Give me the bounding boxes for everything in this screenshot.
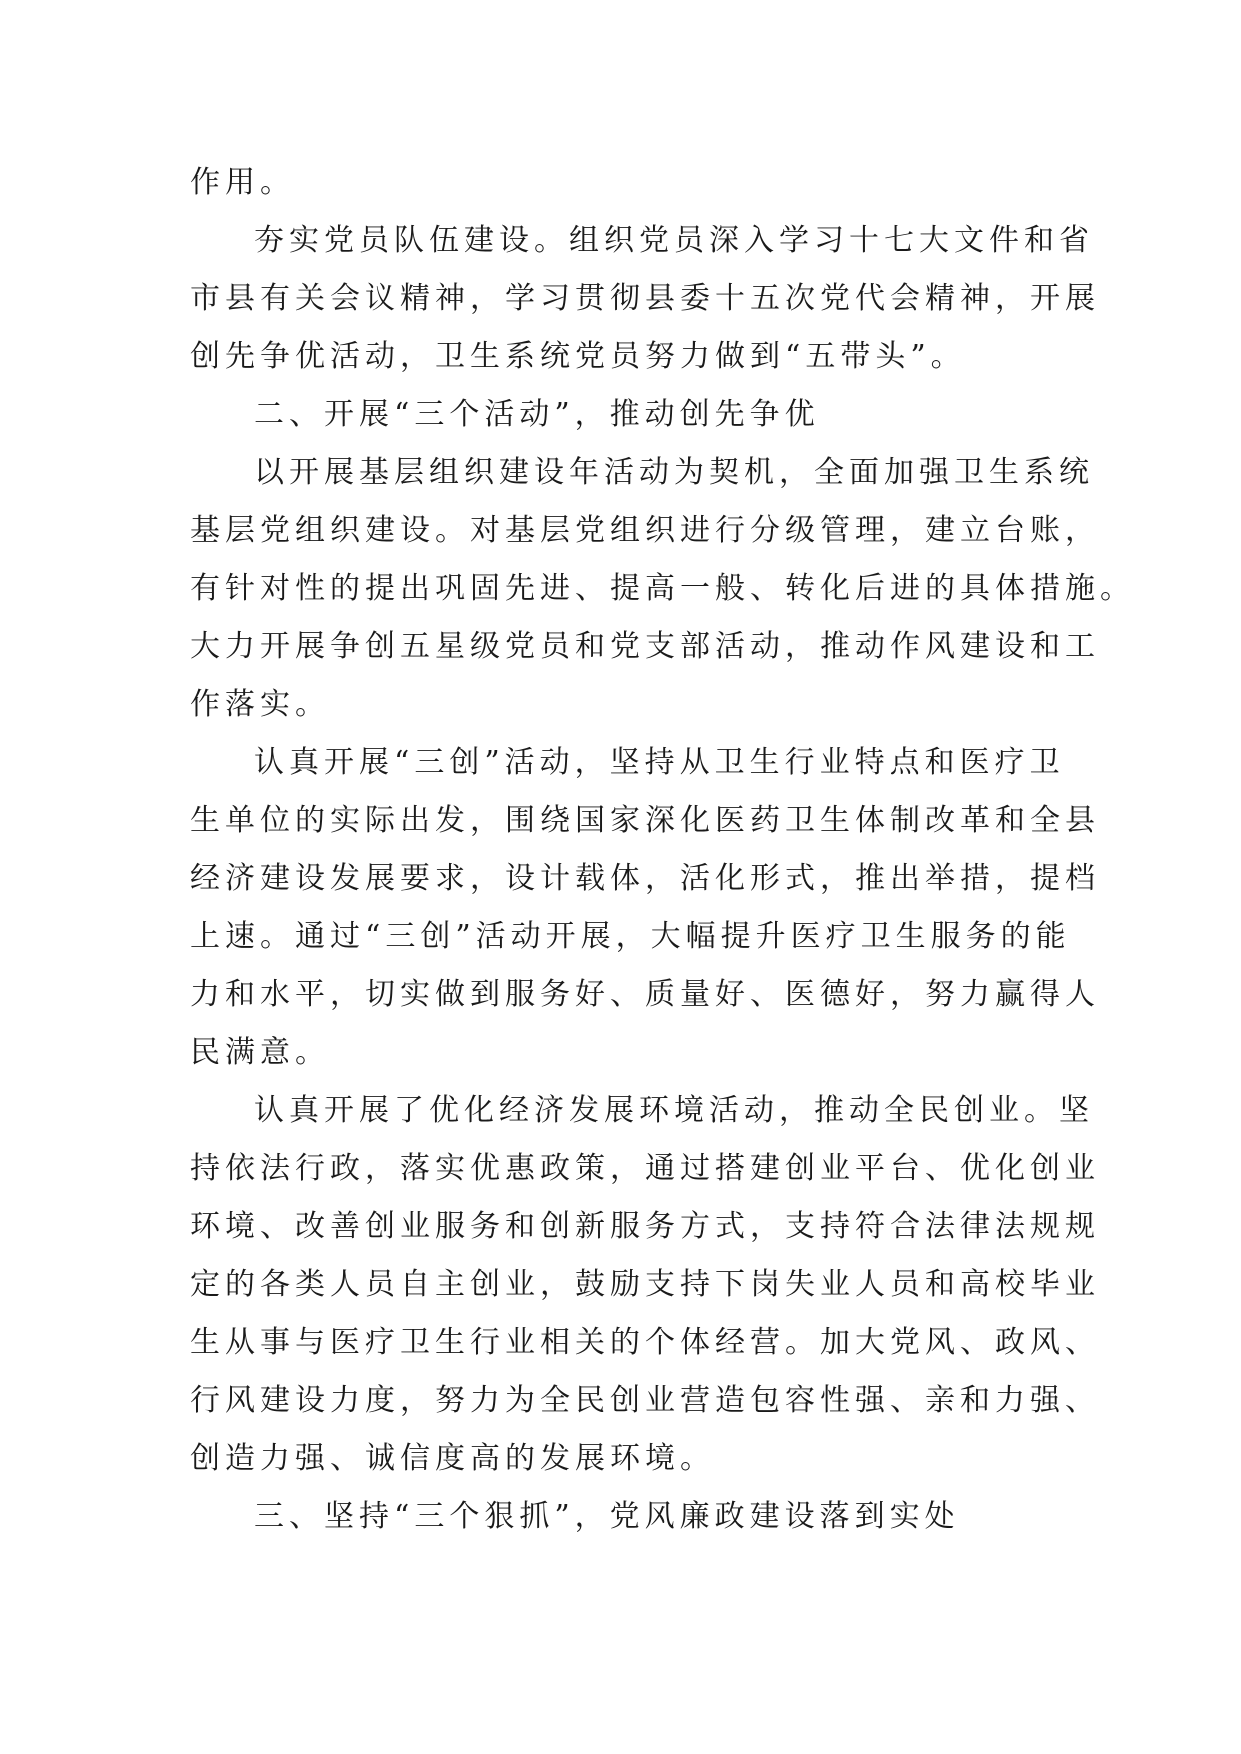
- paragraph-line: 民满意。: [190, 1035, 330, 1070]
- paragraph-line: 生单位的实际出发，围绕国家深化医药卫生体制改革和全县: [190, 803, 1100, 838]
- paragraph-line: 以开展基层组织建设年活动为契机，全面加强卫生系统: [254, 455, 1094, 490]
- paragraph-line: 夯实党员队伍建设。组织党员深入学习十七大文件和省: [254, 223, 1094, 258]
- document-body: [190, 154, 1135, 1546]
- paragraph-line: 作落实。: [190, 687, 330, 722]
- paragraph-line: 大力开展争创五星级党员和党支部活动，推动作风建设和工: [190, 629, 1100, 664]
- section-heading: 二、开展“三个活动”，推动创先争优: [254, 397, 820, 432]
- paragraph-line: 认真开展了优化经济发展环境活动，推动全民创业。坚: [254, 1093, 1094, 1128]
- paragraph-line: 环境、改善创业服务和创新服务方式，支持符合法律法规规: [190, 1209, 1100, 1244]
- paragraph-line: 行风建设力度，努力为全民创业营造包容性强、亲和力强、: [190, 1383, 1100, 1418]
- paragraph-line: 力和水平，切实做到服务好、质量好、医德好，努力赢得人: [190, 977, 1100, 1012]
- paragraph-line: 经济建设发展要求，设计载体，活化形式，推出举措，提档: [190, 861, 1100, 896]
- paragraph-line: 作用。: [190, 165, 295, 200]
- paragraph-line: 市县有关会议精神，学习贯彻县委十五次党代会精神，开展: [190, 281, 1100, 316]
- paragraph-line: 认真开展“三创”活动，坚持从卫生行业特点和医疗卫: [254, 745, 1065, 780]
- paragraph-line: 上速。通过“三创”活动开展，大幅提升医疗卫生服务的能: [190, 919, 1071, 954]
- paragraph-line: 基层党组织建设。对基层党组织进行分级管理，建立台账，: [190, 513, 1100, 548]
- paragraph-line: 创造力强、诚信度高的发展环境。: [190, 1441, 715, 1476]
- section-heading: 三、坚持“三个狠抓”，党风廉政建设落到实处: [254, 1499, 960, 1534]
- paragraph-line: 有针对性的提出巩固先进、提高一般、转化后进的具体措施。: [190, 571, 1135, 606]
- paragraph-line: 创先争优活动，卫生系统党员努力做到“五带头”。: [190, 339, 966, 374]
- paragraph-line: 定的各类人员自主创业，鼓励支持下岗失业人员和高校毕业: [190, 1267, 1100, 1302]
- paragraph-line: 生从事与医疗卫生行业相关的个体经营。加大党风、政风、: [190, 1325, 1100, 1360]
- paragraph-line: 持依法行政，落实优惠政策，通过搭建创业平台、优化创业: [190, 1151, 1100, 1186]
